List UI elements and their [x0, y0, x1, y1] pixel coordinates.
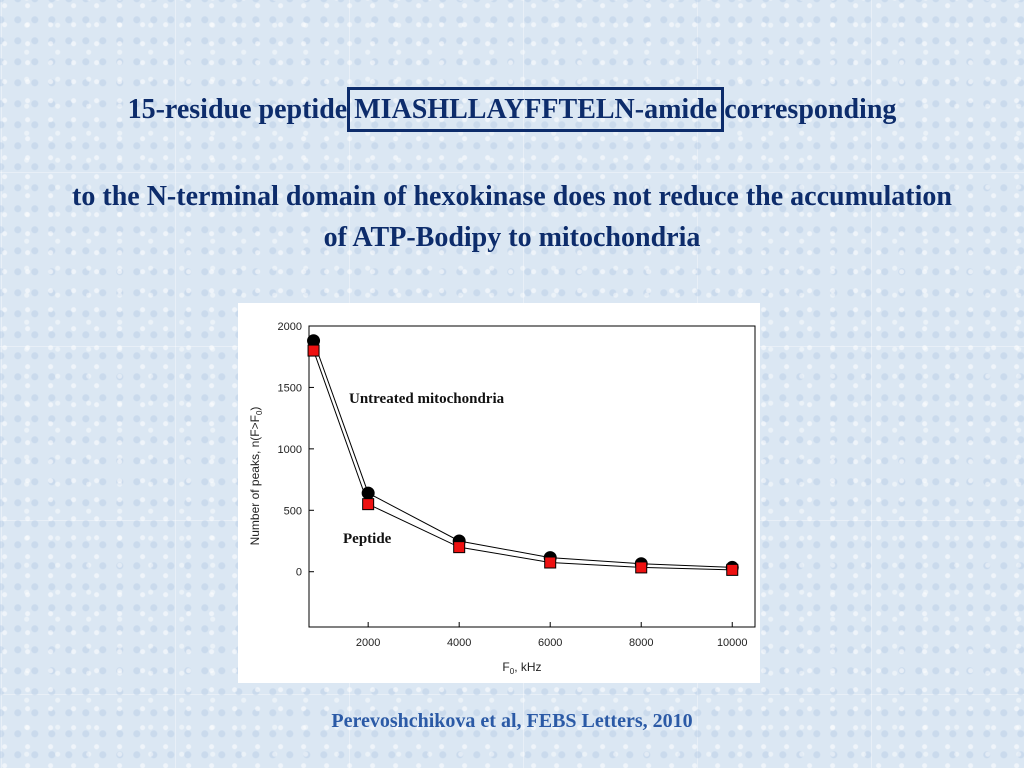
data-point-peptide: [636, 562, 647, 573]
x-axis-label-sub: 0: [509, 667, 515, 676]
data-point-peptide: [454, 542, 465, 553]
x-tick-label: 8000: [628, 637, 654, 649]
title-prefix: 15-residue peptide: [127, 94, 355, 125]
chart-panel: [238, 303, 760, 683]
data-point-peptide: [545, 557, 556, 568]
y-tick-label: 1000: [277, 443, 302, 456]
x-tick-label: 6000: [537, 637, 563, 649]
y-axis-label: [248, 407, 264, 546]
slide-title-line1: [0, 94, 1024, 126]
data-point-peptide: [363, 499, 374, 510]
y-tick-label: 2000: [277, 321, 302, 333]
x-tick-label: 10000: [716, 637, 748, 649]
annotation-untreated: Untreated mitochondria: [349, 391, 505, 407]
data-point-peptide: [308, 345, 319, 356]
y-tick-label: 0: [295, 566, 302, 579]
title-suffix: corresponding: [717, 94, 897, 125]
x-axis-ticks: [356, 622, 748, 649]
y-axis-label-main: Number of peaks, n(F>F: [248, 415, 262, 546]
line-chart: [238, 303, 760, 683]
plot-frame: [309, 326, 755, 627]
y-tick-label: 500: [283, 505, 302, 518]
y-axis-label-sub: 0: [255, 410, 264, 416]
x-axis-label-tail: , kHz: [514, 660, 542, 674]
peptide-sequence-highlight: MIASHLLAYFFTELN-amide: [354, 94, 718, 125]
data-point-peptide: [727, 564, 738, 575]
citation: Perevoshchikova et al, FEBS Letters, 2010: [331, 710, 693, 732]
slide-title-line2: to the N-terminal domain of hexokinase does not reduce the accumulation of ATP-Bodipy to mitochondria: [72, 181, 952, 253]
x-tick-label: 4000: [446, 637, 472, 649]
annotation-peptide: Peptide: [343, 531, 392, 547]
x-axis-label: [502, 660, 541, 676]
x-axis-label-main: F: [502, 660, 510, 674]
x-tick-label: 2000: [355, 637, 381, 649]
y-tick-label: 1500: [277, 382, 302, 395]
y-axis-label-tail: ): [248, 406, 262, 411]
data-point-untreated: [362, 487, 374, 499]
